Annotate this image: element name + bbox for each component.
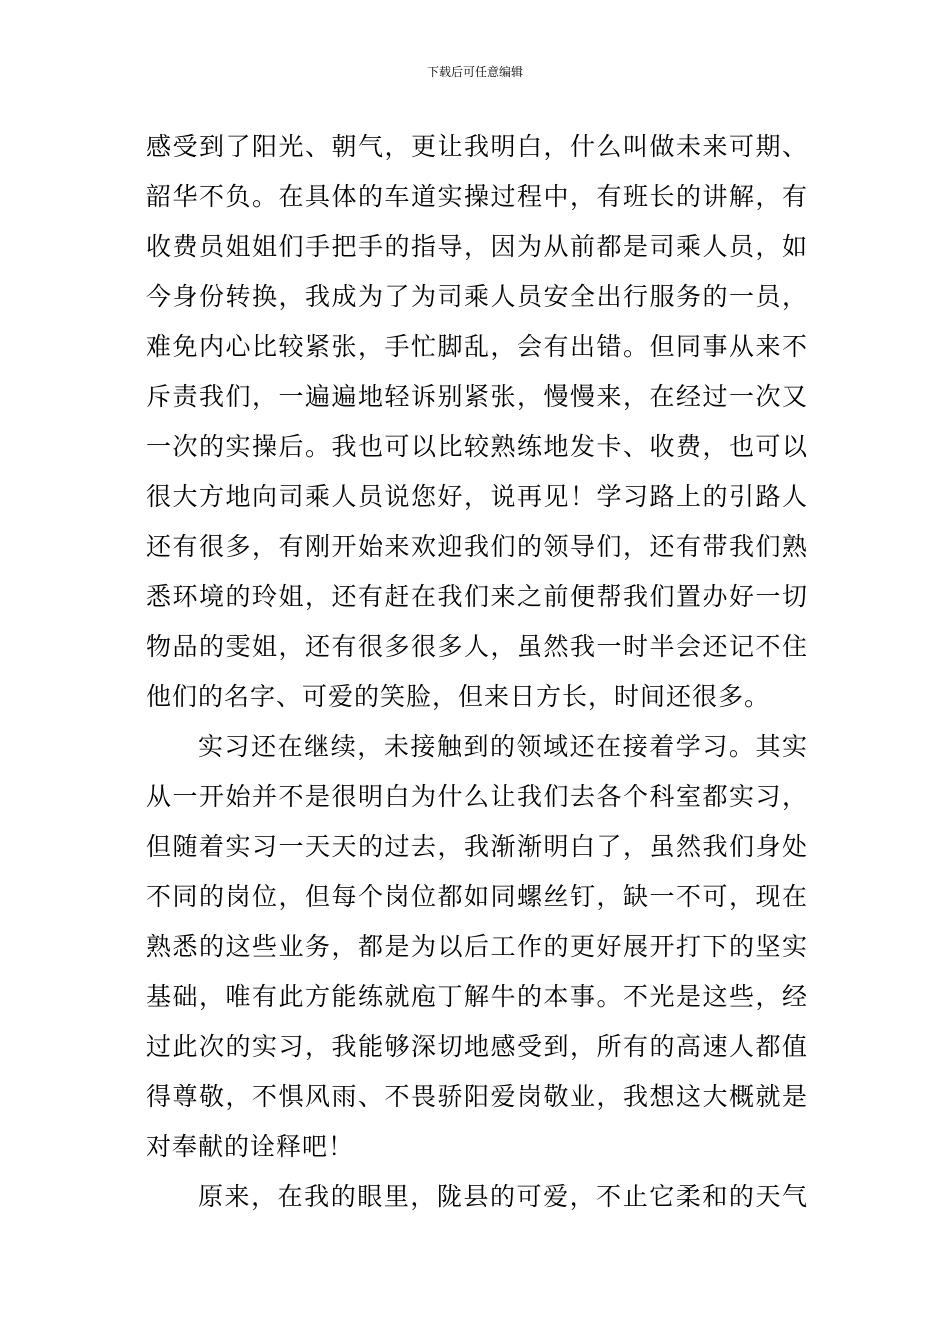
- text-line: 对奉献的诠释吧！: [146, 1132, 355, 1161]
- paragraph-3: [146, 1172, 808, 1222]
- text-line: 还有很多，有刚开始来欢迎我们的领导们，还有带我们熟: [146, 532, 808, 561]
- text-line: 不同的岗位，但每个岗位都如同螺丝钉，缺一不可，现在: [146, 882, 808, 911]
- text-line: 今身份转换，我成为了为司乘人员安全出行服务的一员，: [146, 282, 808, 311]
- page-header: 下载后可任意编辑: [426, 65, 523, 79]
- text-line: 基础，唯有此方能练就庖丁解牛的本事。不光是这些，经: [146, 982, 808, 1011]
- text-line: 韶华不负。在具体的车道实操过程中，有班长的讲解，有: [146, 182, 808, 211]
- text-line: 感受到了阳光、朝气，更让我明白，什么叫做未来可期、: [146, 132, 808, 161]
- text-line: 悉环境的玲姐，还有赶在我们来之前便帮我们置办好一切: [146, 582, 808, 611]
- text-line: 收费员姐姐们手把手的指导，因为从前都是司乘人员，如: [146, 232, 808, 261]
- text-line: 他们的名字、可爱的笑脸，但来日方长，时间还很多。: [146, 682, 771, 711]
- text-line: 得尊敬，不惧风雨、不畏骄阳爱岗敬业，我想这大概就是: [146, 1082, 808, 1111]
- text-line: 物品的雯姐，还有很多很多人，虽然我一时半会还记不住: [146, 632, 808, 661]
- text-line: 从一开始并不是很明白为什么让我们去各个科室都实习，: [146, 782, 808, 811]
- text-line: 斥责我们，一遍遍地轻诉别紧张，慢慢来，在经过一次又: [146, 382, 808, 411]
- text-line: 一次的实操后。我也可以比较熟练地发卡、收费，也可以: [146, 432, 808, 461]
- text-line: 过此次的实习，我能够深切地感受到，所有的高速人都值: [146, 1032, 808, 1061]
- text-line: 熟悉的这些业务，都是为以后工作的更好展开打下的坚实: [146, 932, 808, 961]
- paragraph-1: [146, 122, 808, 722]
- text-line: 难免内心比较紧张，手忙脚乱，会有出错。但同事从来不: [146, 332, 808, 361]
- text-line: 但随着实习一天天的过去，我渐渐明白了，虽然我们身处: [146, 832, 808, 861]
- text-line: 原来，在我的眼里，陇县的可爱，不止它柔和的天气: [198, 1182, 808, 1211]
- text-line: 很大方地向司乘人员说您好，说再见！学习路上的引路人: [146, 482, 808, 511]
- document-body: [146, 122, 808, 1222]
- text-line: 实习还在继续，未接触到的领域还在接着学习。其实: [198, 732, 808, 761]
- paragraph-2: [146, 722, 808, 1172]
